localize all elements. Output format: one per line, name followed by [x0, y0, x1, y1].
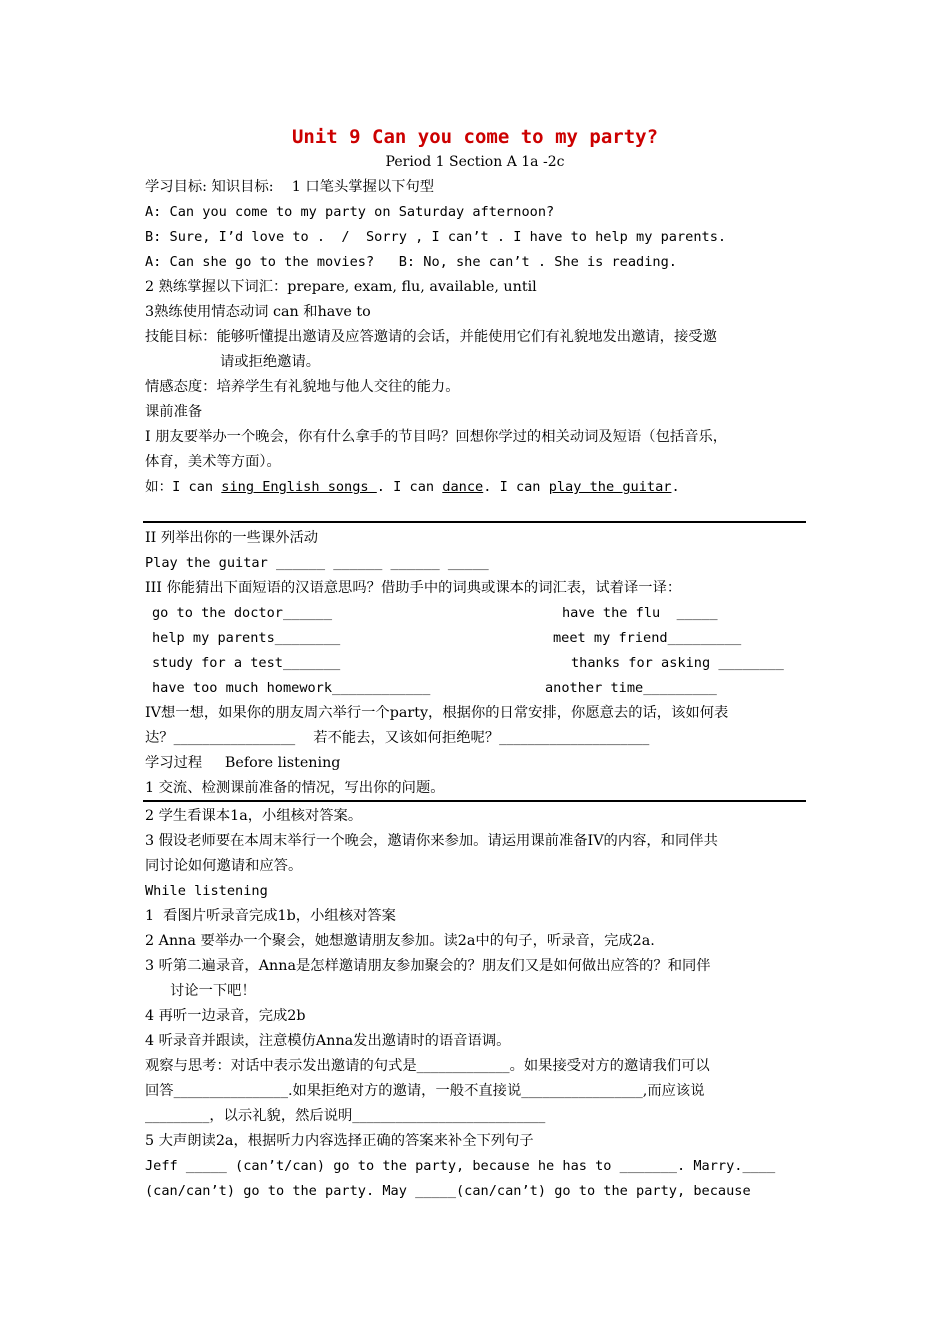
objectives-line-5: 2 熟练掌握以下词汇：prepare, exam, flu, available, until — [145, 279, 537, 295]
phrase-left-3: study for a test_______ — [152, 655, 341, 671]
objectives-line-6: 3熟练使用情态动词 can 和have to — [145, 304, 371, 320]
skill-objective-cont: 请或拒绝邀请。 — [220, 354, 321, 370]
objectives-line-1: 学习目标: 知识目标: 1 口笔头掌握以下句型 — [145, 179, 435, 195]
prep-heading: 课前准备 — [145, 404, 203, 420]
process-heading: 学习过程 Before listening — [145, 755, 341, 771]
while-step-5: 4 听录音并跟读，注意模仿Anna发出邀请时的语音语调。 — [145, 1033, 511, 1049]
step-5-sentence-1: Jeff _____ (can’t/can) go to the party, because he has to _______. Marry.____ — [145, 1158, 776, 1174]
observation-line-2: 回答________________.如果拒绝对方的邀请，一般不直接说_________________,而应该说 — [145, 1083, 705, 1099]
divider — [143, 521, 806, 523]
step-5-instruction: 5 大声朗读2a，根据听力内容选择正确的答案来补全下列句子 — [145, 1133, 534, 1149]
process-step-3: 3 假设老师要在本周末举行一个晚会，邀请你来参加。请运用课前准备IV的内容，和同伴共 — [145, 833, 718, 849]
prep-item-ii-blanks: Play the guitar ______ ______ ______ _____ — [145, 555, 489, 571]
example-mid-2: . I can — [483, 479, 549, 495]
process-step-1: 1 交流、检测课前准备的情况，写出你的问题。 — [145, 780, 445, 796]
while-step-3-cont: 讨论一下吧！ — [170, 983, 256, 999]
phrase-right-1: have the flu _____ — [562, 605, 718, 621]
example-mid-1: . I can — [376, 479, 443, 495]
process-step-3-cont: 同讨论如何邀请和应答。 — [145, 858, 303, 874]
prep-item-ii: II 列举出你的一些课外活动 — [145, 530, 319, 546]
observation-line-1: 观察与思考：对话中表示发出邀请的句式是_____________。如果接受对方的邀请我们可以 — [145, 1058, 710, 1074]
while-step-3: 3 听第二遍录音，Anna是怎样邀请朋友参加聚会的？朋友们又是如何做出应答的？和同伴 — [145, 958, 711, 974]
prep-item-i-cont: 体育，美术等方面）。 — [145, 454, 281, 470]
while-listening-heading: While listening — [145, 883, 268, 899]
objectives-line-3: B: Sure, I’d love to . / Sorry , I can’t . I have to help my parents. — [145, 229, 727, 245]
step-5-sentence-2: (can/can’t) go to the party. May _____(can/can’t) go to the party, because — [145, 1183, 751, 1199]
while-step-4: 4 再听一边录音，完成2b — [145, 1008, 306, 1024]
phrase-right-4: another time_________ — [545, 680, 717, 696]
attitude-objective: 情感态度：培养学生有礼貌地与他人交往的能力。 — [145, 379, 460, 395]
prep-example — [145, 477, 680, 497]
process-step-2: 2 学生看课本1a，小组核对答案。 — [145, 808, 363, 824]
page-title: Unit 9 Can you come to my party? — [291, 126, 659, 148]
phrase-right-3: thanks for asking ________ — [571, 655, 784, 671]
objectives-line-4: A: Can she go to the movies? B: No, she can’t . She is reading. — [145, 254, 677, 270]
example-underline-2: dance — [442, 479, 484, 495]
prep-item-iv-cont: 达？_________________ 若不能去，又该如何拒绝呢？_____________________ — [145, 730, 650, 746]
skill-objective: 技能目标：能够听懂提出邀请及应答邀请的会话，并能使用它们有礼貌地发出邀请，接受邀 — [145, 329, 717, 345]
phrase-left-4: have too much homework____________ — [152, 680, 431, 696]
observation-line-3: _________，以示礼貌，然后说明___________________________ — [145, 1108, 546, 1124]
prep-item-i: I 朋友要举办一个晚会，你有什么拿手的节目吗？回想你学过的相关动词及短语（包括音乐， — [145, 429, 728, 445]
prep-item-iii: III 你能猜出下面短语的汉语意思吗？借助手中的词典或课本的词汇表，试着译一译： — [145, 580, 682, 596]
phrase-right-2: meet my friend_________ — [553, 630, 742, 646]
while-step-1: 1 看图片听录音完成1b，小组核对答案 — [145, 908, 396, 924]
example-end: . — [671, 479, 680, 495]
example-prefix: 如：I can — [145, 479, 222, 495]
prep-item-iv: IV想一想，如果你的朋友周六举行一个party，根据你的日常安排，你愿意去的话，该如何表 — [145, 705, 729, 721]
example-underline-3: play the guitar — [548, 479, 672, 495]
phrase-left-1: go to the doctor______ — [152, 605, 333, 621]
while-step-2: 2 Anna 要举办一个聚会，她想邀请朋友参加。读2a中的句子，听录音，完成2a. — [145, 933, 655, 949]
objectives-line-2: A: Can you come to my party on Saturday afternoon? — [145, 204, 555, 220]
phrase-left-2: help my parents________ — [152, 630, 341, 646]
divider — [143, 800, 806, 802]
page-subtitle: Period 1 Section A 1a -2c — [385, 154, 565, 170]
example-underline-1: sing English songs — [221, 479, 377, 495]
